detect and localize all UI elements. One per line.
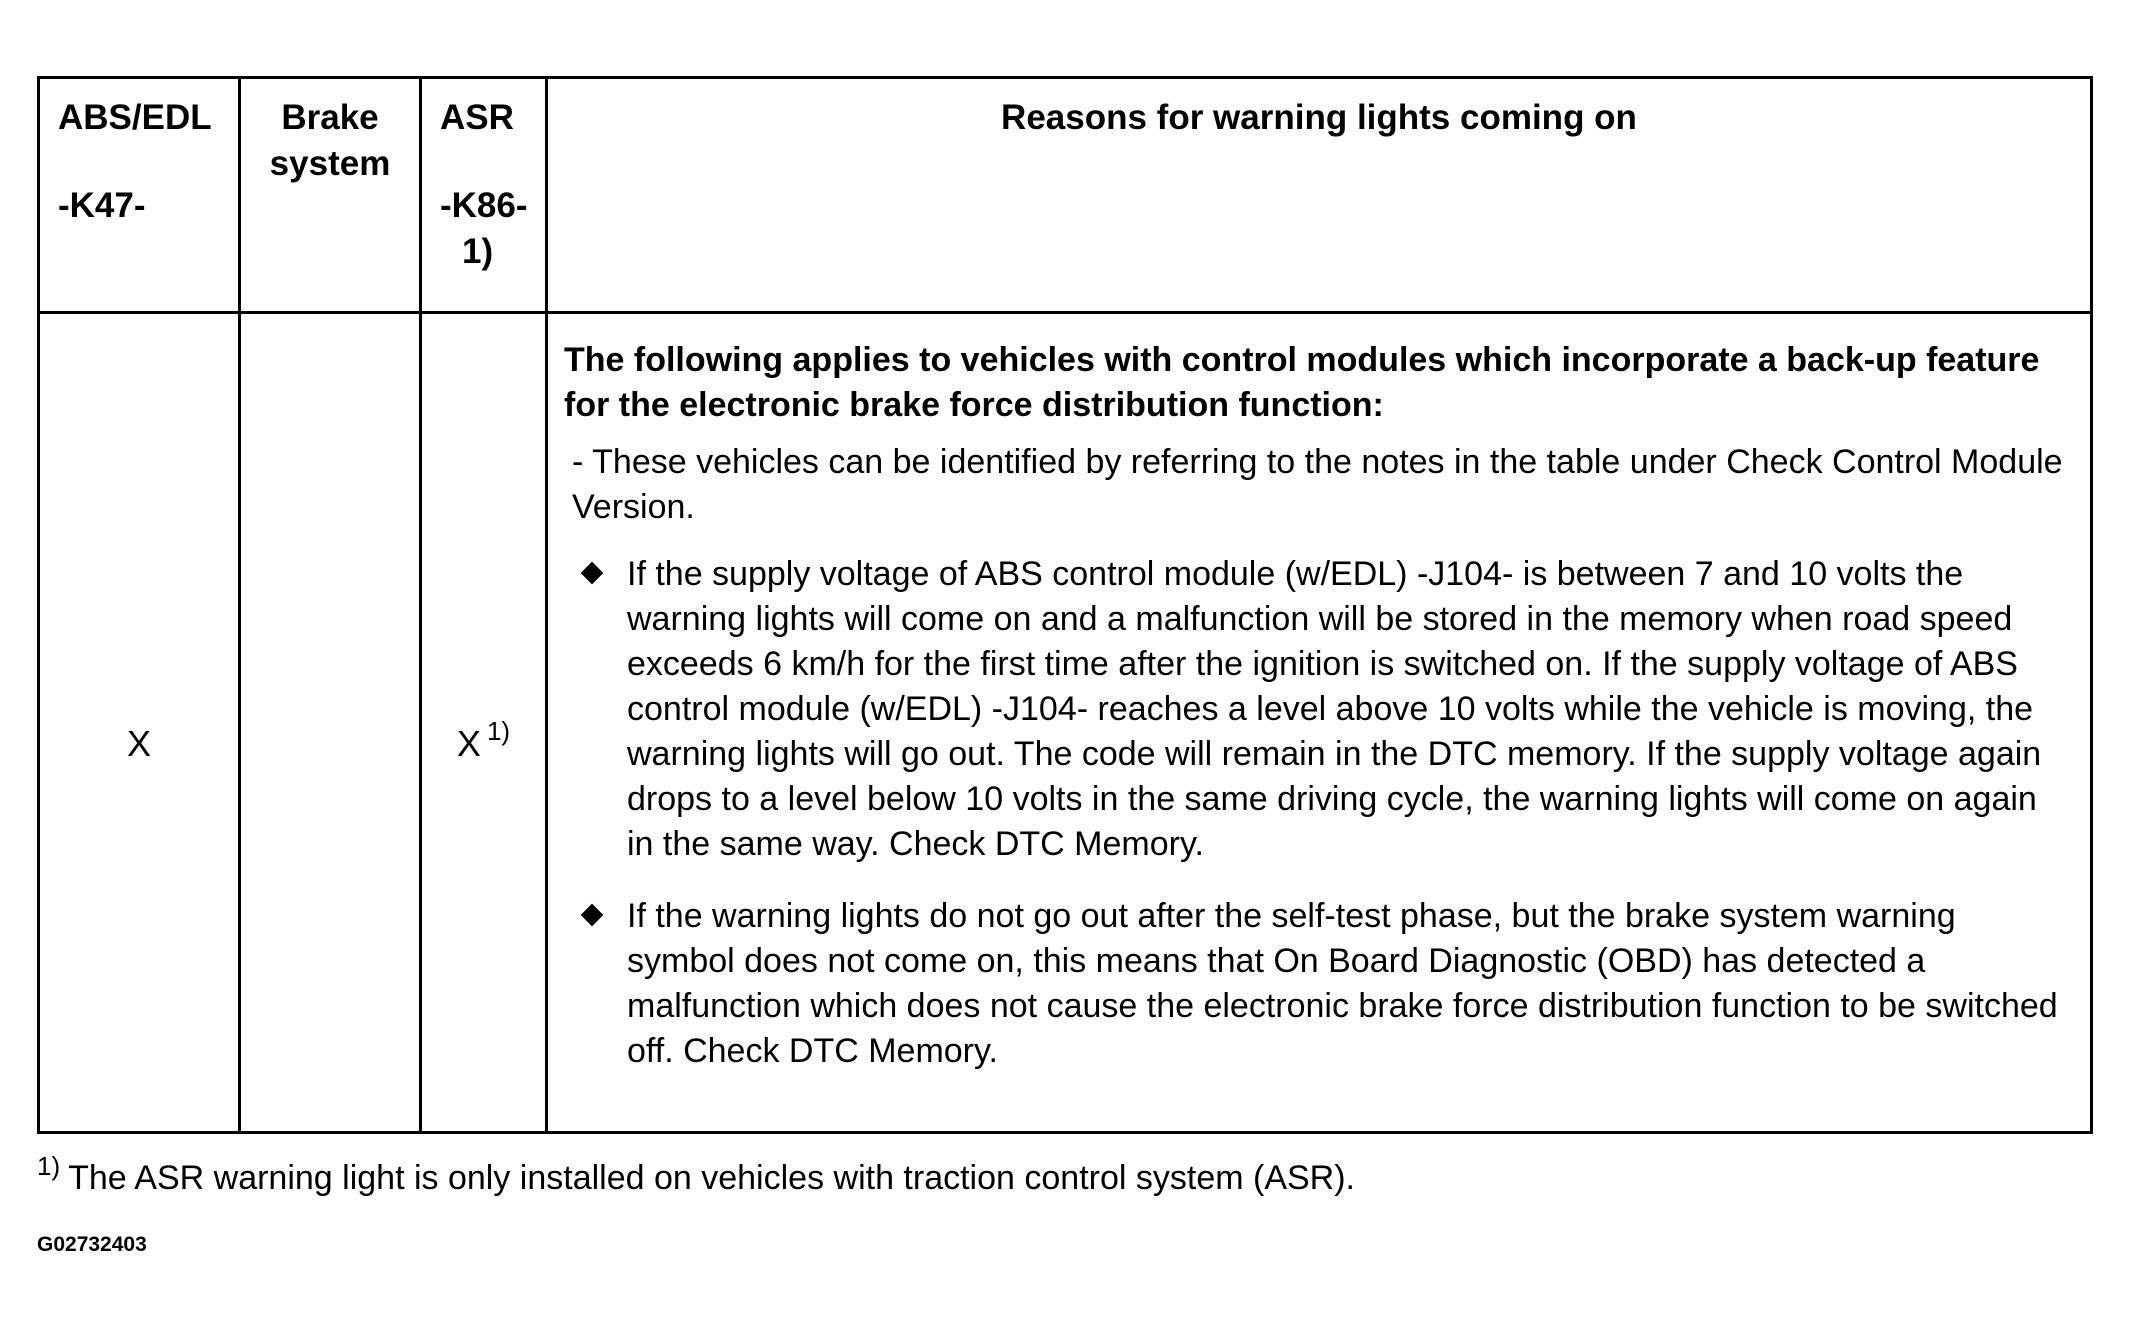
asr-mark-footnote-ref: 1): [486, 715, 511, 746]
header-abs-edl: [39, 78, 240, 313]
warning-lights-table: [37, 76, 2093, 1134]
footnote: [37, 1151, 1355, 1202]
reasons-bullet-list: [564, 552, 2068, 1074]
header-brake-label: Brake system: [269, 98, 391, 183]
header-asr: [421, 78, 547, 313]
list-item-text: If the warning lights do not go out after the self-test phase, but the brake system warning symbol does not come on, this means that On Board Diagnostic (OBD) has detected a malfunction which does not cause the electronic brake force distribution function to be switched off. Check DTC Memory.: [627, 897, 2058, 1070]
asr-mark: X: [456, 722, 481, 764]
cell-asr: [421, 313, 547, 1133]
header-abs-edl-code: -K47-: [58, 186, 146, 225]
header-abs-edl-label: ABS/EDL: [58, 98, 212, 137]
list-item-text: If the supply voltage of ABS control module (w/EDL) -J104- is between 7 and 10 volts the warning lights will come on and a malfunction will be stored in the memory when road speed exceeds 6 km/h for the first time after the ignition is switched on. If the supply voltage of ABS control module (w/EDL) -J104- reaches a level above 10 volts while the vehicle is moving, the warning lights will go out. The code will remain in the DTC memory. If the supply voltage again drops to a level below 10 volts in the same driving cycle, the warning lights will come on again in the same way. Check DTC Memory.: [627, 555, 2042, 863]
list-item: [564, 552, 2068, 867]
cell-abs-edl: [39, 313, 240, 1133]
header-asr-label: ASR: [440, 98, 514, 137]
abs-edl-mark: X: [126, 722, 151, 764]
cell-reasons: [547, 313, 2092, 1133]
figure-code: G02732403: [37, 1233, 147, 1256]
table-row: [39, 313, 2092, 1133]
reasons-intro: The following applies to vehicles with control modules which incorporate a back-up feature for the electronic brake force distribution function:: [564, 341, 2040, 424]
header-row: [39, 78, 2092, 313]
header-brake-system: [240, 78, 421, 313]
asr-mark-wrap: [456, 715, 511, 765]
header-reasons: [547, 78, 2092, 313]
reasons-note: - These vehicles can be identified by referring to the notes in the table under Check Control Module Version.: [572, 443, 2063, 526]
header-asr-code-note: 1): [462, 232, 494, 271]
cell-brake-system: [240, 313, 421, 1133]
diamond-bullet-icon: [581, 562, 604, 585]
diamond-bullet-icon: [581, 904, 604, 927]
footnote-text: The ASR warning light is only installed on vehicles with traction control system (ASR).: [68, 1159, 1355, 1197]
header-reasons-label: Reasons for warning lights coming on: [1001, 98, 1637, 137]
footnote-marker: 1): [37, 1151, 61, 1181]
list-item: [564, 894, 2068, 1074]
header-asr-code: -K86-: [440, 186, 528, 225]
